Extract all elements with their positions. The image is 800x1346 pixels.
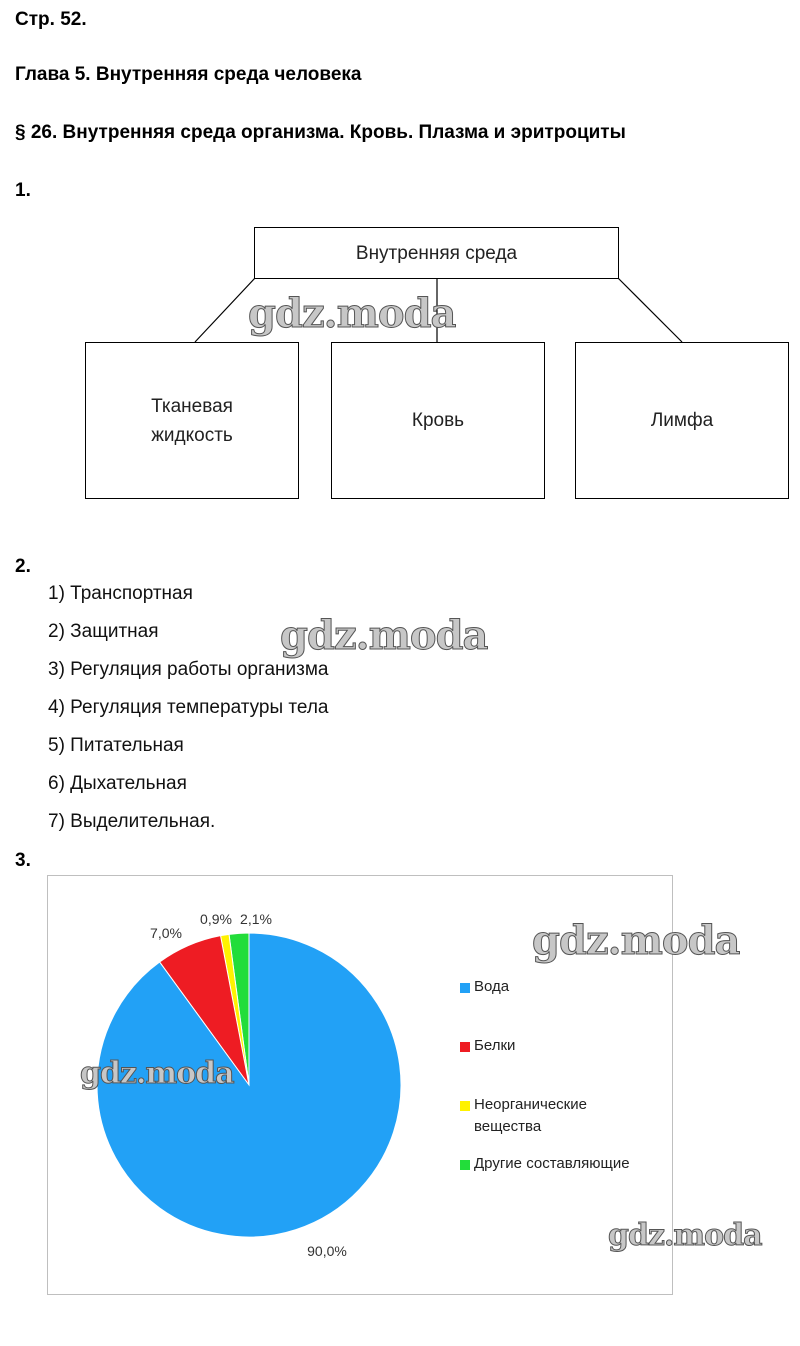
task1-number: 1. (15, 180, 31, 201)
legend-item (460, 1156, 630, 1175)
function-item: 5) Питательная (48, 735, 184, 756)
section-title: § 26. Внутренняя среда организма. Кровь. Плазма и эритроциты (15, 122, 626, 143)
legend-swatch (460, 1042, 470, 1052)
function-item: 7) Выделительная. (48, 811, 216, 832)
legend-label: Белки (474, 1037, 516, 1054)
data-label: 2,1% (240, 911, 272, 927)
diagram-child-box-blood: Кровь (331, 342, 545, 499)
watermark: gdz.moda (248, 290, 456, 337)
legend-swatch (460, 983, 470, 993)
watermark: gdz.moda (532, 917, 740, 964)
watermark: gdz.moda (80, 1056, 234, 1091)
function-item: 1) Транспортная (48, 583, 193, 604)
data-label: 90,0% (307, 1243, 347, 1259)
function-item: 2) Защитная (48, 621, 159, 642)
legend-label: Вода (474, 978, 510, 995)
page-number: Стр. 52. (15, 9, 87, 30)
legend-label: Другие составляющие (474, 1155, 630, 1172)
legend-item (460, 979, 509, 998)
diagram-child-box-tissue-fluid: Тканевая жидкость (85, 342, 299, 499)
legend-label: Неорганические вещества (474, 1096, 587, 1135)
watermark: gdz.moda (280, 612, 488, 659)
chapter-title: Глава 5. Внутренняя среда человека (15, 64, 362, 85)
data-label: 7,0% (150, 925, 182, 941)
function-item: 4) Регуляция температуры тела (48, 697, 329, 718)
function-item: 3) Регуляция работы организма (48, 659, 329, 680)
legend-swatch (460, 1101, 470, 1111)
legend-swatch (460, 1160, 470, 1170)
legend-item (460, 1097, 587, 1138)
diagram-child-box-lymph: Лимфа (575, 342, 789, 499)
task2-number: 2. (15, 556, 31, 577)
diagram-root-box: Внутренняя среда (254, 227, 619, 279)
data-label: 0,9% (200, 911, 232, 927)
task3-number: 3. (15, 850, 31, 871)
legend-item (460, 1038, 515, 1057)
watermark: gdz.moda (608, 1218, 762, 1253)
function-item: 6) Дыхательная (48, 773, 187, 794)
